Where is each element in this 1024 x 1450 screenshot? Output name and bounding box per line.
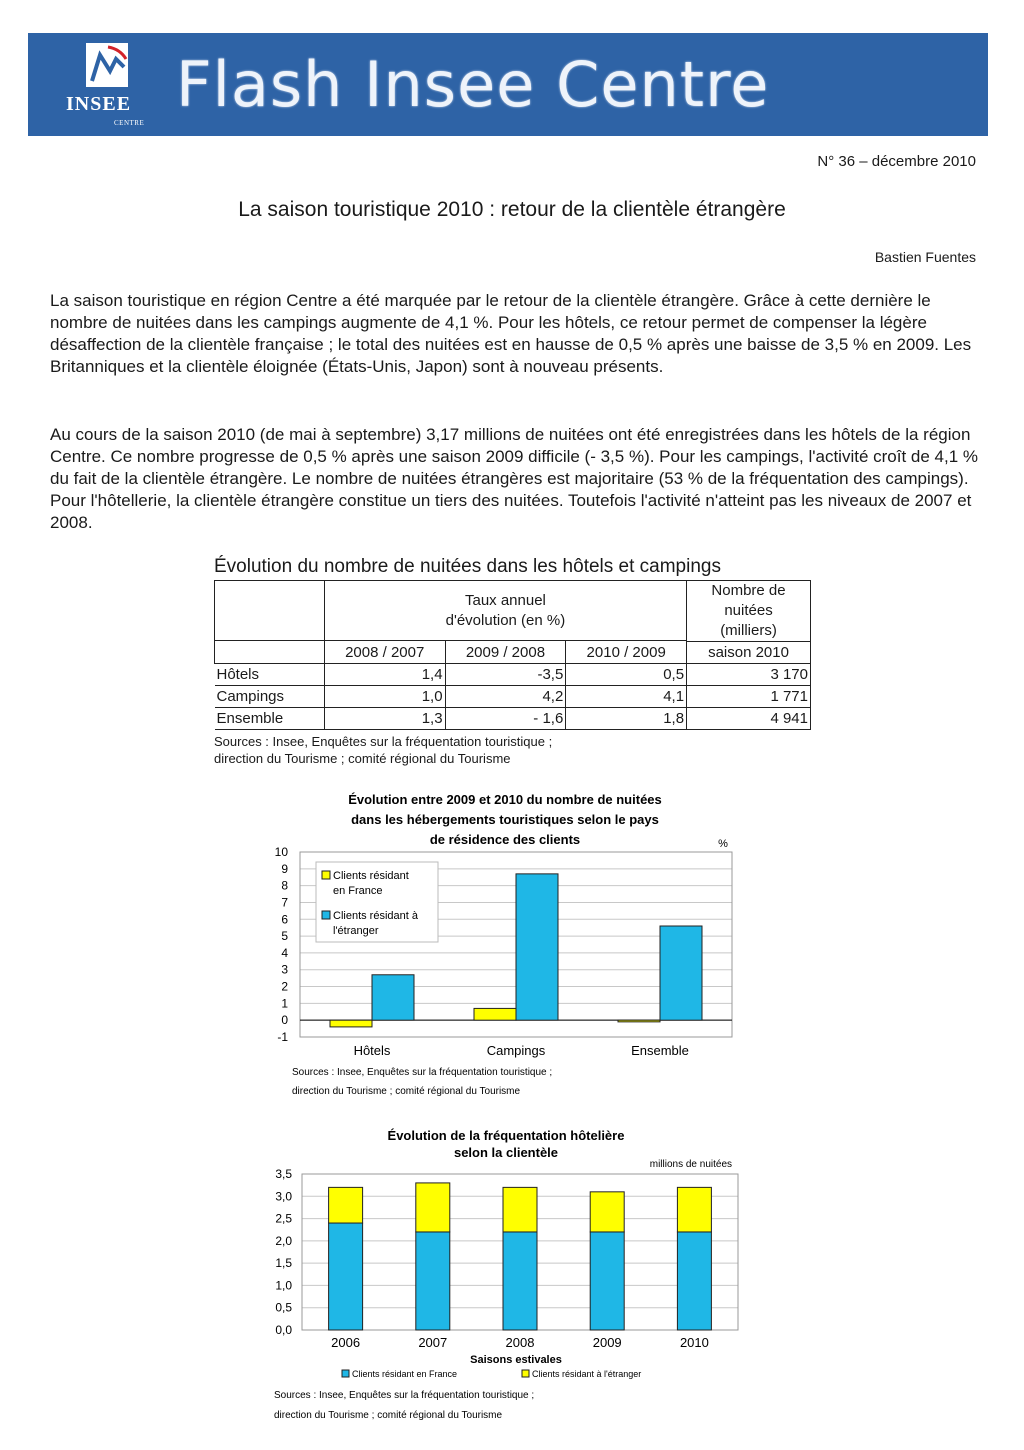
chart-source: direction du Tourisme ; comité régional du Tourisme (274, 1410, 503, 1421)
bar-segment (677, 1187, 711, 1232)
row-label: Hôtels (215, 664, 325, 686)
table-count-header: Nombre de nuitées (milliers) saison 2010 (687, 581, 811, 664)
table-group-header: Taux annuel d'évolution (en %) (324, 581, 686, 641)
table-cell: 1,0 (324, 686, 445, 708)
table-cell: -3,5 (445, 664, 566, 686)
author: Bastien Fuentes (874, 249, 976, 265)
legend-label: en France (333, 885, 383, 897)
logo-text: INSEE (66, 93, 132, 115)
chart1-svg (260, 786, 740, 1101)
bar-segment (503, 1232, 537, 1330)
y-tick-label: 9 (281, 861, 288, 876)
legend-label: Clients résidant (333, 870, 409, 882)
x-tick-label: 2010 (679, 1335, 709, 1350)
bar-segment (503, 1187, 537, 1232)
table-col-header: 2010 / 2009 (566, 641, 687, 664)
y-tick-label: 1,0 (275, 1278, 292, 1293)
data-table (214, 580, 811, 730)
table-col-header: 2008 / 2007 (324, 641, 445, 664)
table-cell: - 1,6 (445, 708, 566, 730)
table-cell: 1,3 (324, 708, 445, 730)
legend-label: Clients résidant à (333, 910, 418, 922)
y-tick-label: 6 (281, 912, 288, 927)
table-cell: 4,2 (445, 686, 566, 708)
logo-subtext: CENTRE (114, 119, 145, 127)
row-label: Campings (215, 686, 325, 708)
y-tick-label: 1 (281, 996, 288, 1011)
insee-logo-mark-icon (84, 41, 130, 91)
y-tick-label: 8 (281, 878, 288, 893)
y-tick-label: 2,0 (275, 1233, 292, 1248)
table-title: Évolution du nombre de nuitées dans les hôtels et campings (214, 556, 721, 577)
legend-label: Clients résidant en France (352, 1369, 458, 1379)
article-title: La saison touristique 2010 : retour de la clientèle étrangère (238, 198, 786, 221)
table-row (215, 686, 811, 708)
legend-swatch (342, 1370, 349, 1377)
x-tick-label: 2006 (331, 1335, 361, 1350)
chart-source: Sources : Insee, Enquêtes sur la fréquentation touristique ; (274, 1390, 535, 1401)
chart-evolution-by-residence (260, 786, 740, 1101)
table-cell: 1 771 (687, 686, 811, 708)
bar-segment (590, 1232, 624, 1330)
bar-segment (329, 1223, 363, 1330)
table-header-row (215, 581, 811, 641)
bar (474, 1008, 516, 1020)
bar (330, 1020, 372, 1027)
bar (660, 926, 702, 1020)
y-tick-label: 3,0 (275, 1189, 292, 1204)
chart-unit: % (718, 838, 728, 850)
x-tick-label: 2009 (592, 1335, 622, 1350)
table-cell: 4 941 (687, 708, 811, 730)
chart-title: Évolution entre 2009 et 2010 du nombre de nuitées (348, 792, 662, 807)
y-tick-label: 1,5 (275, 1256, 292, 1271)
x-tick-label: 2007 (418, 1335, 448, 1350)
bar-segment (329, 1187, 363, 1223)
chart-source: direction du Tourisme ; comité régional du Tourisme (292, 1086, 521, 1097)
chart-title: de résidence des clients (429, 832, 581, 847)
table-cell: 1,8 (566, 708, 687, 730)
y-tick-label: 3 (281, 962, 288, 977)
header-banner (28, 33, 988, 136)
bar (618, 1020, 660, 1022)
bar (372, 975, 414, 1020)
table-corner-cell (215, 581, 325, 641)
y-tick-label: 4 (281, 945, 288, 960)
table-empty-cell (215, 641, 325, 664)
table-source: Sources : Insee, Enquêtes sur la fréquentation touristique ; direction du Tourisme ; comité régional du Tourisme (214, 734, 553, 766)
y-tick-label: 5 (281, 929, 288, 944)
y-tick-label: 0 (281, 1013, 288, 1028)
table-cell: 0,5 (566, 664, 687, 686)
x-tick-label: Hôtels (353, 1043, 391, 1058)
table-col-header: 2009 / 2008 (445, 641, 566, 664)
bar-segment (416, 1232, 450, 1330)
chart-source: Sources : Insee, Enquêtes sur la fréquentation touristique ; (292, 1067, 553, 1078)
paragraph-intro: La saison touristique en région Centre a été marquée par le retour de la clientèle étrangère. Grâce à cette dernière le nombre de nuitées dans les campings augmente de 4,1 %. Pour les hôtels, ce retour permet de compenser la légère désaffection de la clientèle française ; le total des nuitées est en hausse de 0,5 % après une baisse de 3,5 % en 2009. Les Britanniques et la clientèle éloignée (États-Unis, Japon) sont à nouveau présents. (50, 291, 972, 376)
bar (516, 874, 558, 1020)
table-cell: 1,4 (324, 664, 445, 686)
y-tick-label: 2 (281, 979, 288, 994)
table-row (215, 708, 811, 730)
publication-title: Flash Insee Centre (176, 48, 770, 121)
table-cell: 4,1 (566, 686, 687, 708)
x-tick-label: Ensemble (631, 1043, 689, 1058)
y-tick-label: 0,0 (275, 1323, 292, 1337)
chart-title: selon la clientèle (453, 1145, 559, 1160)
bar-segment (590, 1192, 624, 1232)
bar-segment (677, 1232, 711, 1330)
y-tick-label: 0,5 (275, 1300, 292, 1315)
table-cell: 3 170 (687, 664, 811, 686)
chart-unit: millions de nuitées (649, 1159, 732, 1170)
y-tick-label: -1 (277, 1030, 288, 1044)
x-tick-label: Campings (486, 1043, 546, 1058)
y-tick-label: 2,5 (275, 1211, 292, 1226)
chart-hotel-attendance (260, 1125, 740, 1430)
legend-label: l'étranger (333, 925, 379, 937)
paragraph-body: Au cours de la saison 2010 (de mai à septembre) 3,17 millions de nuitées ont été enregistrées dans les hôtels de la région Centre. Ce nombre progresse de 0,5 % après une saison 2009 difficile (- 3,5 %). Pour les campings, l'activité croît de 4,1 % du fait de la clientèle étrangère. Le nombre de nuitées étrangères est majoritaire (53 % de la fréquentation des campings). Pour l'hôtellerie, la clientèle étrangère constitue un tiers des nuitées. Toutefois l'activité n'atteint pas les niveaux de 2007 et 2008. (50, 425, 979, 532)
issue-number: N° 36 – décembre 2010 (817, 153, 976, 170)
legend-swatch (322, 871, 330, 879)
y-tick-label: 10 (274, 845, 288, 859)
insee-logo (62, 41, 148, 131)
legend-swatch (322, 911, 330, 919)
legend-swatch (522, 1370, 529, 1377)
legend-label: Clients résidant à l'étranger (532, 1369, 642, 1379)
row-label: Ensemble (215, 708, 325, 730)
x-axis-label: Saisons estivales (470, 1354, 562, 1366)
table-row (215, 664, 811, 686)
chart2-svg (260, 1125, 740, 1430)
chart-title: Évolution de la fréquentation hôtelière (387, 1128, 625, 1143)
bar-segment (416, 1183, 450, 1232)
chart-title: dans les hébergements touristiques selon le pays (351, 812, 659, 827)
y-tick-label: 7 (281, 895, 288, 910)
x-tick-label: 2008 (505, 1335, 535, 1350)
y-tick-label: 3,5 (275, 1167, 292, 1181)
